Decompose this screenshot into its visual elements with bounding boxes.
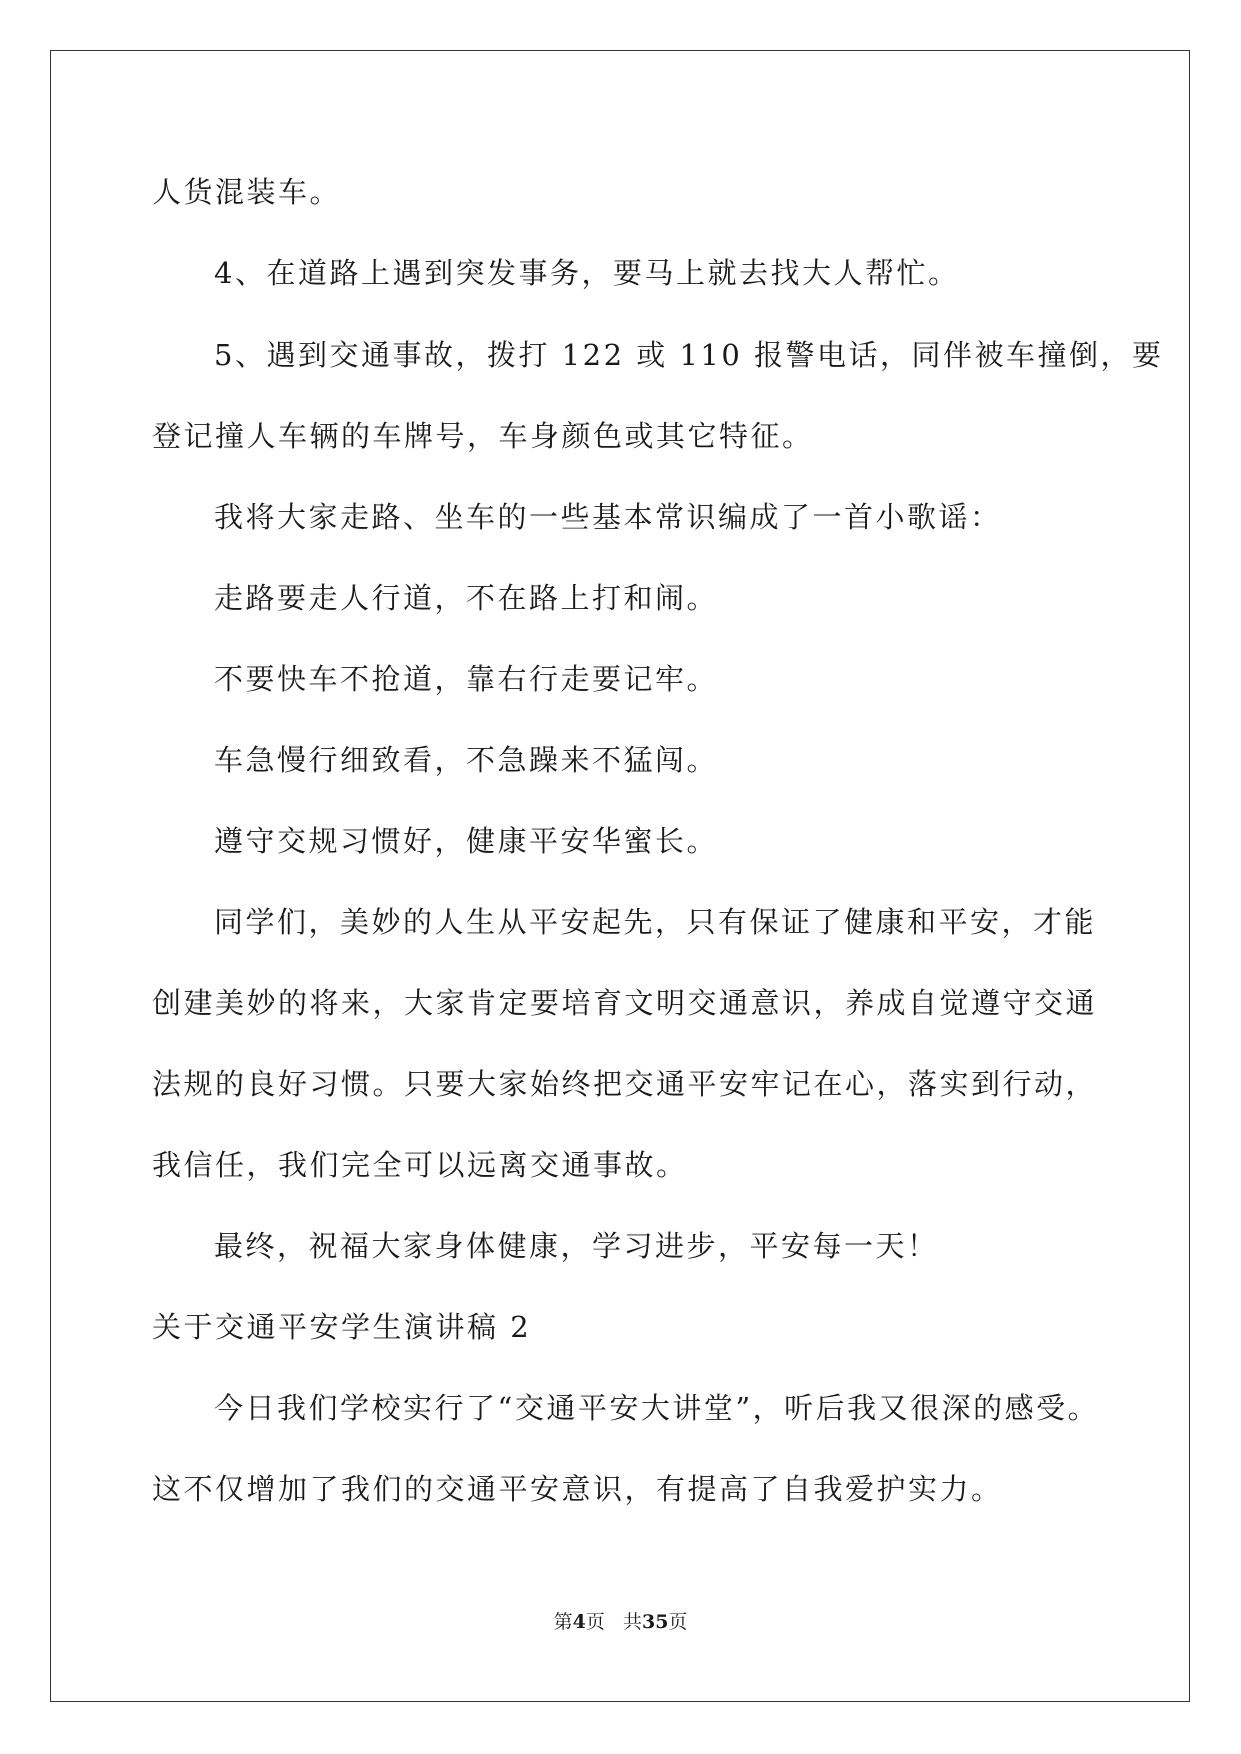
page-label-prefix: 第 [553,1611,573,1633]
list-item-4: 4、在道路上遇到突发事务，要马上就去找大人帮忙。 [214,256,960,290]
total-pages: 35 [641,1611,669,1633]
list-item-5: 5、遇到交通事故，拨打 122 或 110 报警电话，同伴被车撞倒，要 [214,338,1164,372]
total-label-suffix: 页 [668,1611,688,1633]
section-heading: 关于交通平安学生演讲稿 2 [152,1310,532,1344]
text-line: 人货混装车。 [152,175,342,209]
rhyme-line: 遵守交规习惯好，健康平安华蜜长。 [214,824,719,858]
rhyme-line: 走路要走人行道，不在路上打和闹。 [214,581,719,615]
paragraph-intro: 我将大家走路、坐车的一些基本常识编成了一首小歌谣： [214,500,1002,534]
text-line: 我信任，我们完全可以远离交通事故。 [152,1148,688,1182]
paragraph-closing: 最终，祝福大家身体健康，学习进步，平安每一天！ [214,1229,939,1263]
rhyme-line: 车急慢行细致看，不急躁来不猛闯。 [214,743,719,777]
text-line: 这不仅增加了我们的交通平安意识，有提高了自我爱护实力。 [152,1472,1003,1506]
text-line: 创建美妙的将来，大家肯定要培育文明交通意识，养成自觉遵守交通 [152,986,1098,1020]
page-footer [0,1610,1241,1634]
total-label-prefix: 共 [622,1611,642,1633]
page-border [50,50,1190,1702]
text-line: 法规的良好习惯。只要大家始终把交通平安牢记在心，落实到行动， [152,1067,1098,1101]
paragraph-classmates: 同学们，美妙的人生从平安起先，只有保证了健康和平安，才能 [214,905,1097,939]
paragraph-section2: 今日我们学校实行了“交通平安大讲堂”，听后我又很深的感受。 [214,1391,1100,1425]
page-number: 4 [572,1611,586,1633]
page-label-suffix: 页 [585,1611,605,1633]
text-line: 登记撞人车辆的车牌号，车身颜色或其它特征。 [152,419,814,453]
rhyme-line: 不要快车不抢道，靠右行走要记牢。 [214,662,719,696]
